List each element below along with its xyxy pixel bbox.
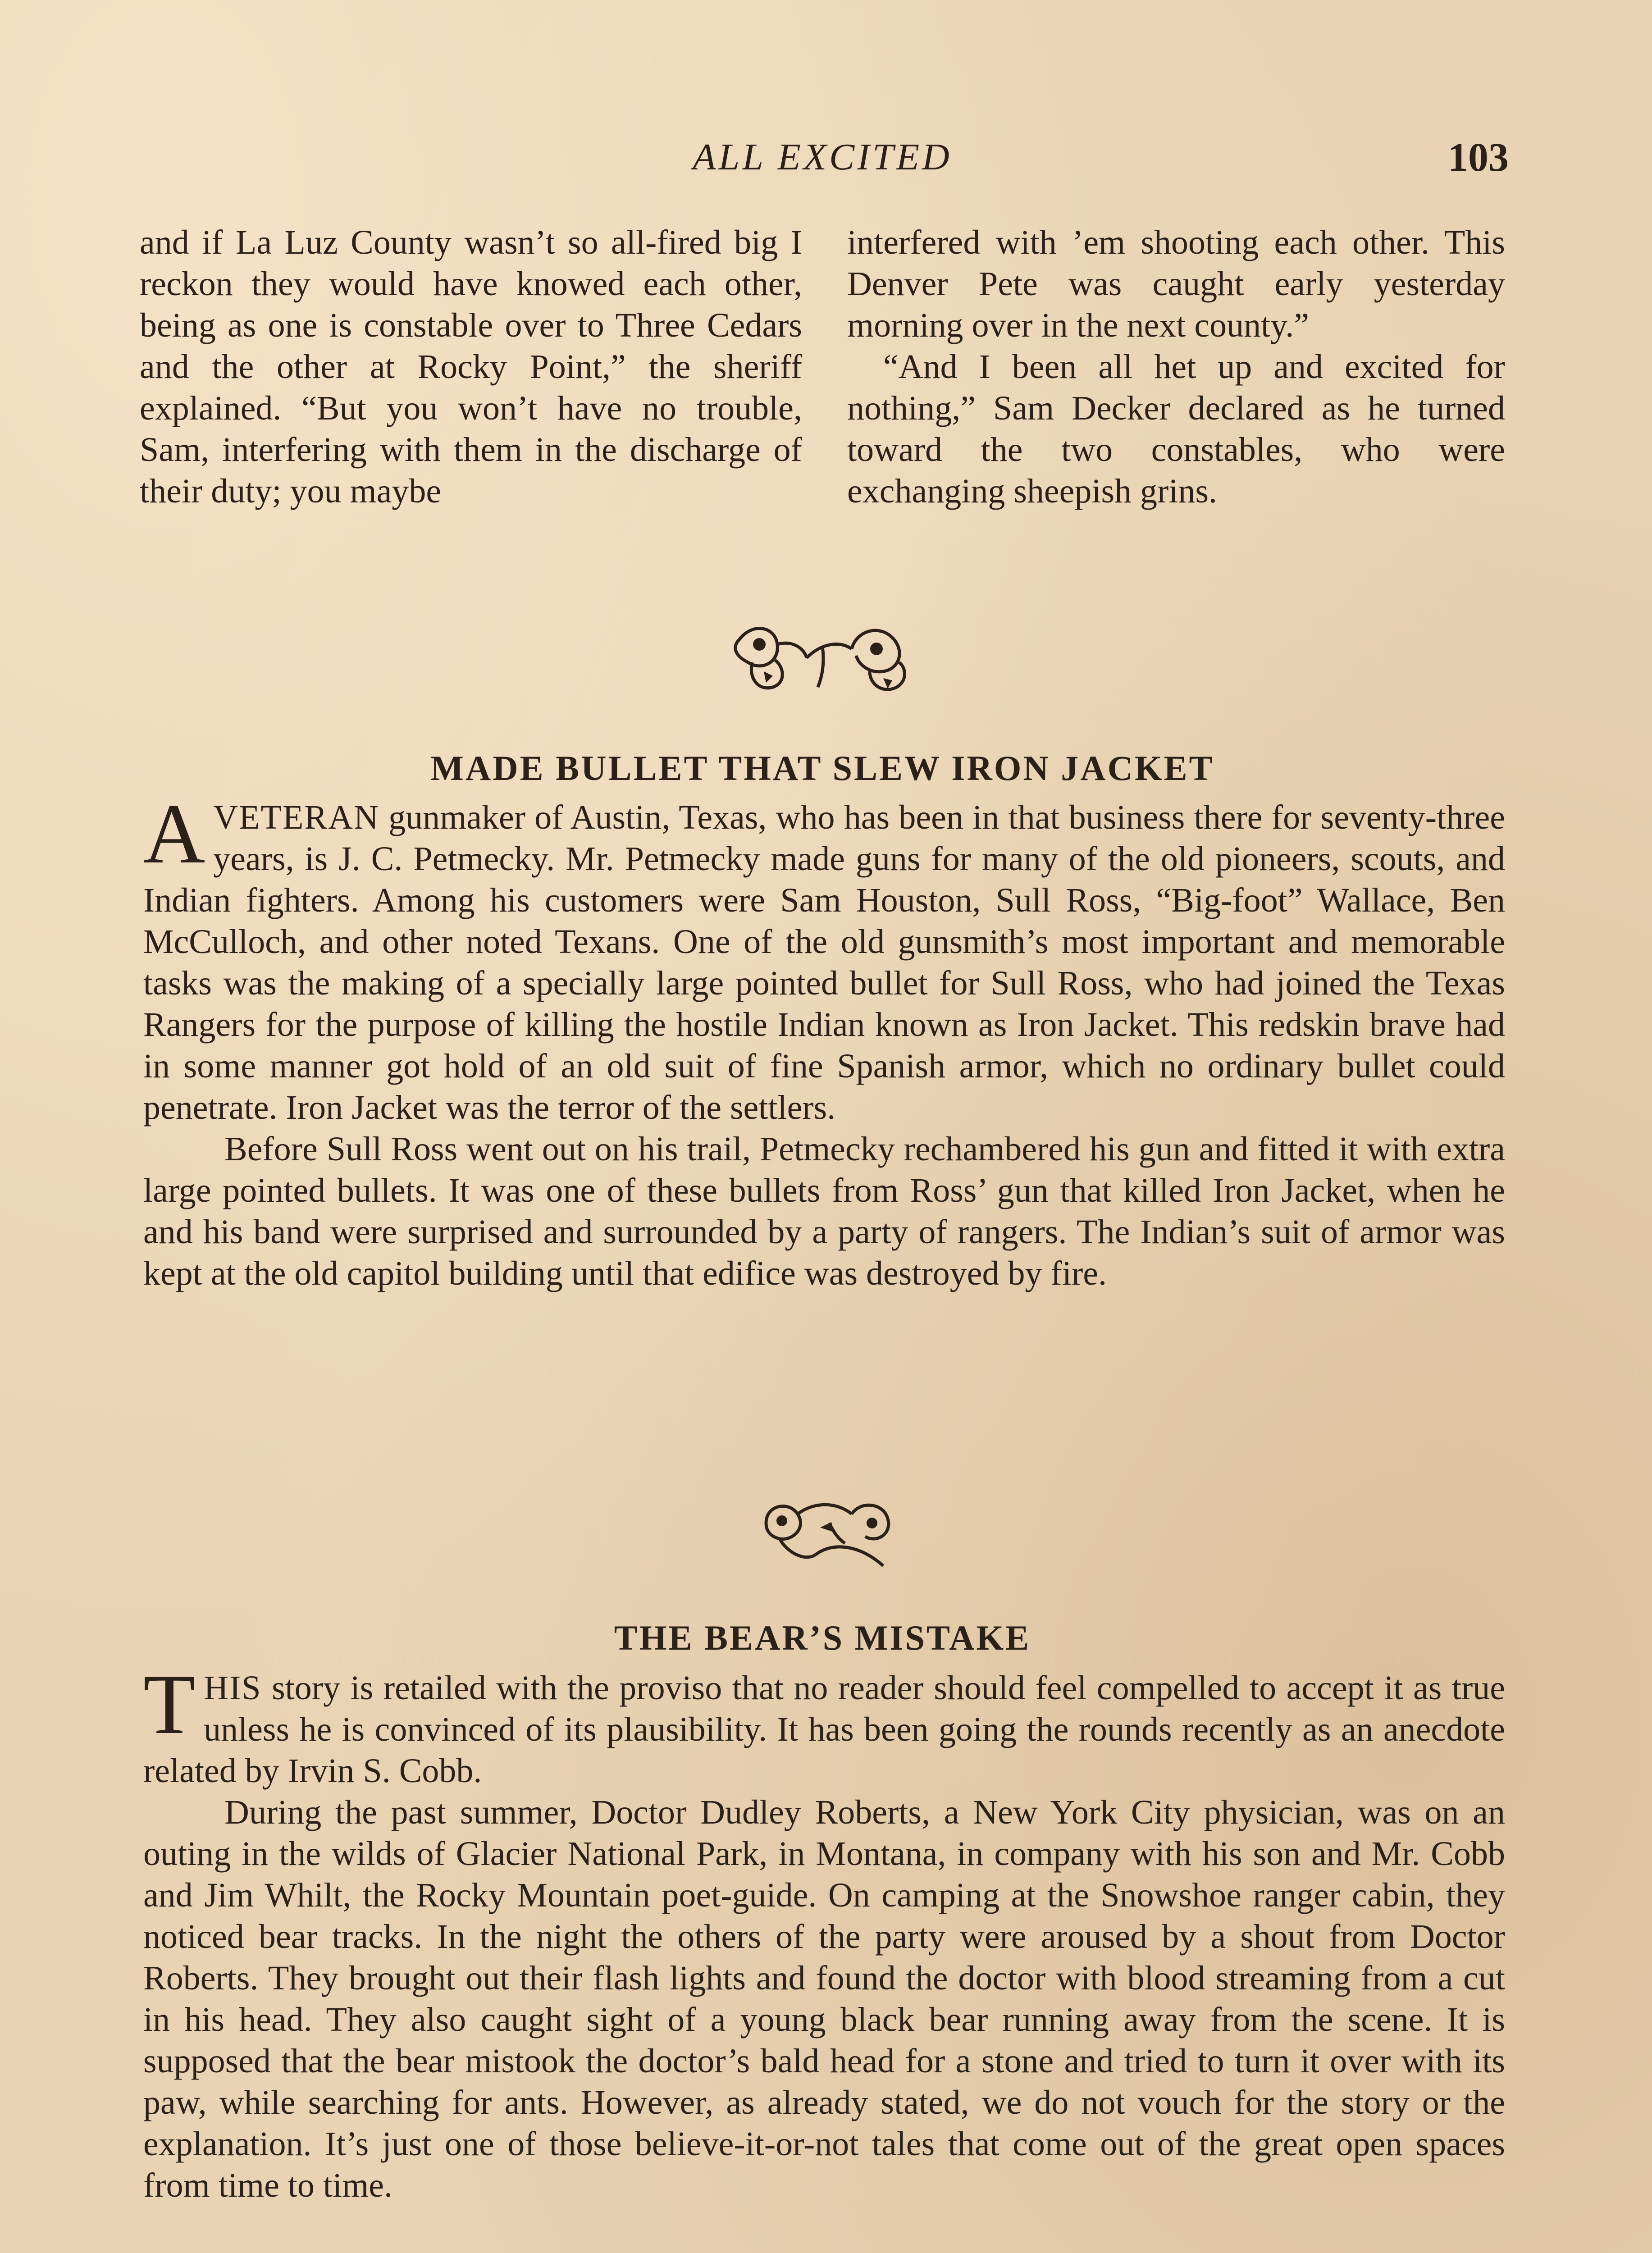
drop-cap: T [143,1657,196,1752]
paragraph-text: story is retailed with the proviso that no reader should feel compelled to accept it as true unless he is convinced of its plausibility. It has been going the rounds recently as an anecdote related by Irvin S. Cobb. [143,1669,1505,1790]
page-number: 103 [1448,135,1509,180]
first-word: HIS [204,1669,262,1707]
floral-ornament-icon [748,1482,901,1573]
article-paragraph [143,787,1505,1128]
drop-cap: A [143,787,205,881]
article-paragraph: During the past summer, Doctor Dudley Roberts, a New York City physician, was on an outing in the wilds of Glacier National Park, in Montana, in company with his son and Mr. Cobb and Jim Whilt, the Rocky Mountain poet-guide. On camping at the Snowshoe ranger cabin, they noticed bear tracks. In the night the others of the party were aroused by a shout from Doctor Roberts. They brought out their flash lights and found the doctor with blood streaming from a cut in his head. They also caught sight of a young black bear running away from the scene. It is supposed that the bear mistook the doctor’s bald head for a stone and tried to turn it over with its paw, while searching for ants. However, as already stated, we do not vouch for the story or the explanation. It’s just one of those believe-it-or-not tales that come out of the great open spaces from time to time. [143,1793,1505,2204]
continuation-right-column [847,222,1505,512]
floral-ornament-icon [721,613,924,698]
article-title-bears-mistake: THE BEAR’S MISTAKE [614,1618,1031,1657]
article-paragraph: Before Sull Ross went out on his trail, Petmecky rechambered his gun and fitted it with extra large pointed bullets. It was one of these bullets from Ross’ gun that killed Iron Jacket, when he and his band were surprised and surrounded by a party of rangers. The Indian’s suit of armor was kept at the old capitol building until that edifice was destroyed by fire. [143,1130,1505,1292]
article-title-iron-jacket: MADE BULLET THAT SLEW IRON JACKET [430,748,1214,788]
continuation-right-text-2: “And I been all het up and excited for nothing,” Sam Decker declared as he turned toward the two constables, who were exchanging sheepish grins. [847,348,1505,510]
paragraph-text: gunmaker of Austin, Texas, who has been in that business there for seventy-three years, is J. C. Petmecky. Mr. Petmecky made guns for many of the old pioneers, scouts, and Indian fighters. Among his customers were Sam Houston, Sull Ross, “Big-foot” Wallace, Ben McCulloch, and other noted Texans. One of the old gunsmith’s most important and memorable tasks was the making of a specially large pointed bullet for Sull Ross, who had joined the Texas Rangers for the purpose of killing the hostile Indian known as Iron Jacket. This redskin brave had in some manner got hold of an old suit of fine Spanish armor, which no ordinary bullet could penetrate. Iron Jacket was the terror of the settlers. [143,798,1505,1126]
continuation-left-text: and if La Luz County wasn’t so all-fired big I reckon they would have knowed each other, being as one is constable over to Three Cedars and the other at Rocky Point,” the sheriff explained. “But you won’t have no trouble, Sam, interfering with them in the discharge of their duty; you maybe [140,223,802,510]
continuation-right-text-1: interfered with ’em shooting each other. This Denver Pete was caught early yesterday morning over in the next county.” [847,223,1505,344]
first-word: VETERAN [213,798,379,836]
article-iron-jacket [143,787,1505,1294]
running-head: ALL EXCITED [693,136,952,178]
article-bears-mistake [143,1657,1505,2206]
article-paragraph [143,1657,1505,1792]
continuation-left-column [140,222,802,512]
